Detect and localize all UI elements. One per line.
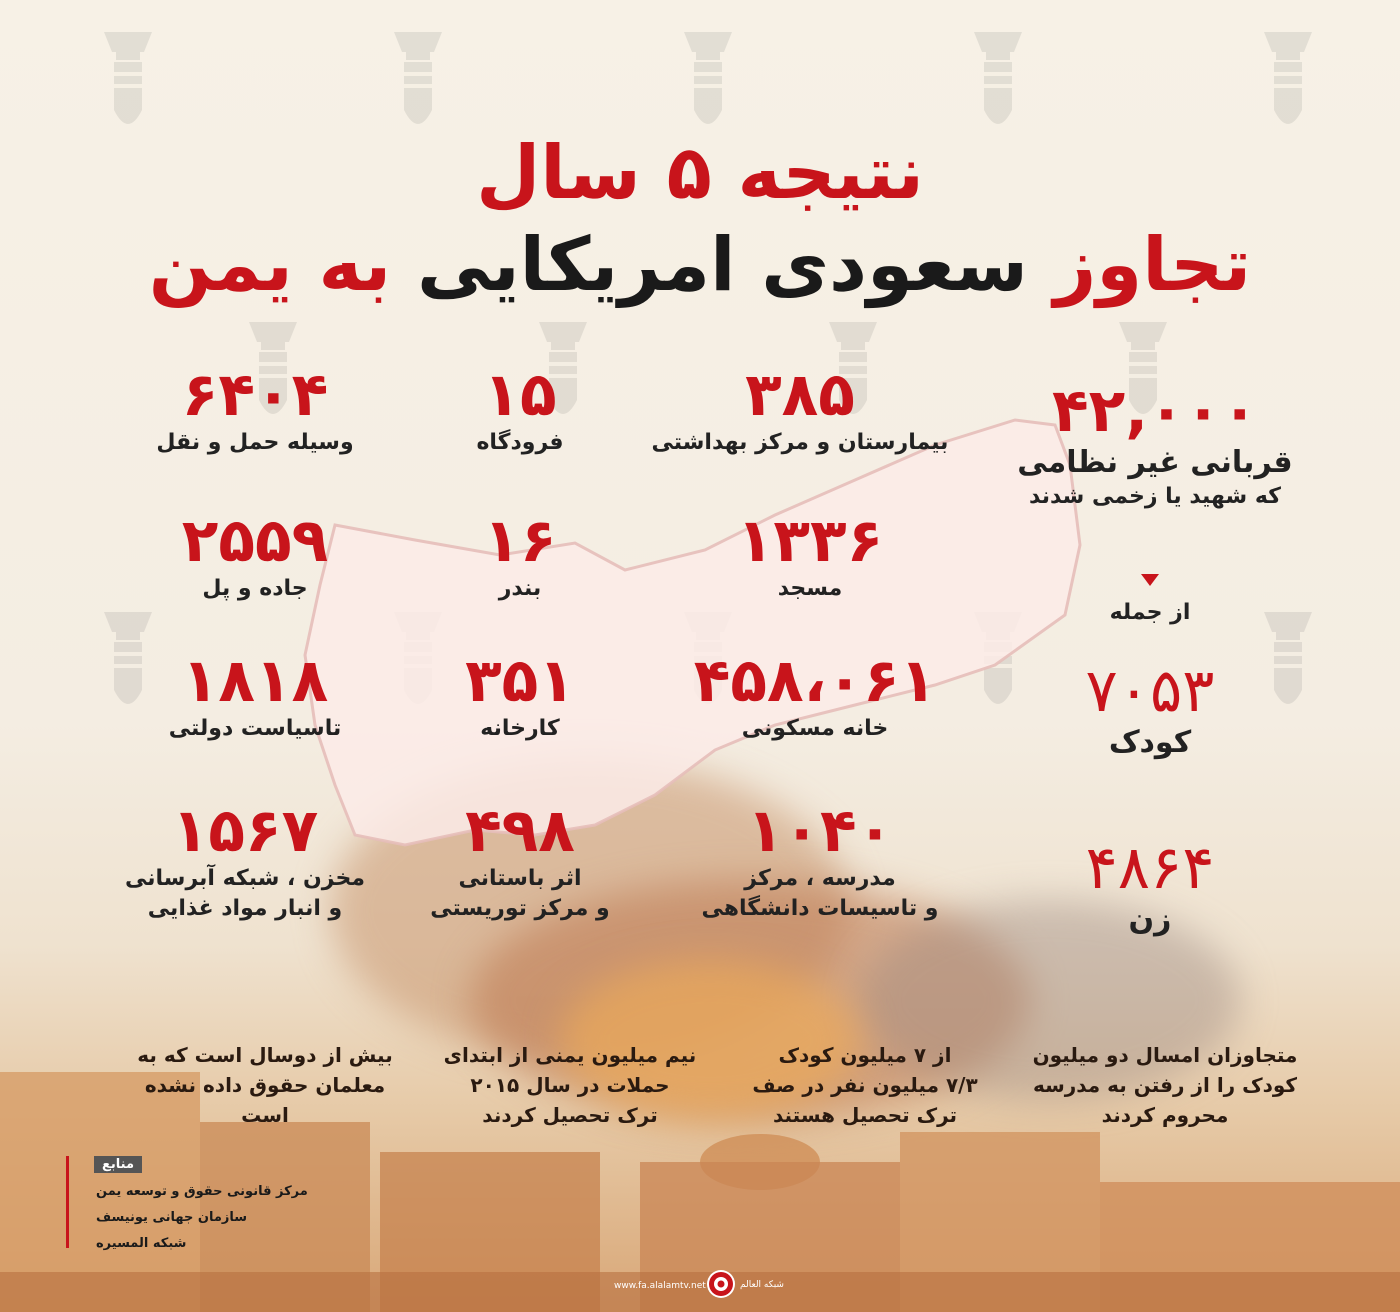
- stat-label: اثر باستانی و مرکز توریستی: [430, 866, 610, 921]
- footer-note: از ۷ میلیون کودک ۷/۳ میلیون نفر در صف ترک تحصیل هستند: [752, 1043, 978, 1127]
- stat-number: ۱۰۴۰: [746, 796, 894, 866]
- stat-homes: [660, 648, 970, 744]
- stat-label: وسیله حمل و نقل: [156, 430, 354, 455]
- brand-url: www.fa.alalamtv.net: [614, 1281, 706, 1291]
- source-item: سازمان جهانی یونیسف: [96, 1210, 248, 1225]
- bomb-icon: [970, 30, 1026, 140]
- stat-number: ۷۰۵۳: [1085, 656, 1215, 726]
- alalam-logo-icon: [707, 1270, 735, 1298]
- stat-number: ۳۸۵: [745, 360, 855, 430]
- sources-title: منابع: [94, 1156, 142, 1173]
- stat-label: تاسیاست دولتی: [168, 716, 342, 741]
- stat-number: ۱۵۶۷: [171, 796, 319, 866]
- stat-label: مدرسه ، مرکز و تاسیسات دانشگاهی: [701, 866, 939, 921]
- stat-water: [100, 798, 390, 924]
- stat-mosques: [660, 508, 960, 604]
- title-line-2: [0, 222, 1400, 308]
- including-marker: [1080, 574, 1220, 628]
- stat-label: زن: [1128, 902, 1172, 937]
- stat-heritage: [400, 798, 640, 924]
- stat-number: ۱۳۳۶: [736, 506, 884, 576]
- stat-label: خانه مسکونی: [741, 716, 889, 741]
- stat-label: کودک: [1108, 725, 1192, 760]
- title-yemen: به یمن: [148, 222, 392, 308]
- stat-label: قربانی غیر نظامی: [1017, 445, 1293, 480]
- stat-factories: [420, 648, 620, 744]
- stat-number: ۱۸۱۸: [181, 646, 329, 716]
- bomb-icon: [1260, 610, 1316, 720]
- stat-airports: [420, 362, 620, 458]
- stat-number: ۴۹۸: [465, 796, 575, 866]
- title-line-1: نتیجه ۵ سال: [476, 130, 924, 216]
- title-aggressors: سعودی امریکایی: [416, 222, 1028, 308]
- stat-label: مخزن ، شبکه آبرسانی و انبار مواد غذایی: [125, 866, 365, 921]
- brand-name: شبکه العالم: [740, 1280, 784, 1290]
- stat-number: ۳۵۱: [465, 646, 575, 716]
- stat-number: ۴۵۸،۰۶۱: [693, 646, 937, 716]
- children-casualties: [1040, 658, 1260, 762]
- stat-label: بیمارستان و مرکز بهداشتی: [651, 430, 949, 455]
- stat-label: فرودگاه: [476, 430, 564, 455]
- bomb-icon: [390, 30, 446, 140]
- stat-number: ۶۴۰۴: [181, 360, 329, 430]
- stat-label: جاده و پل: [202, 576, 308, 601]
- bomb-icon: [680, 30, 736, 140]
- stat-ports: [420, 508, 620, 604]
- stat-roads: [110, 508, 400, 604]
- stat-government: [110, 648, 400, 744]
- stat-label: بندر: [498, 576, 542, 601]
- stat-number: ۱۵: [483, 360, 557, 430]
- footer-note: نیم میلیون یمنی از ابتدای حملات در سال ۲۰۱۵ ترک تحصیل کردند: [443, 1043, 697, 1127]
- stat-label: مسجد: [777, 576, 843, 601]
- source-item: مرکز قانونی حقوق و توسعه یمن: [96, 1184, 308, 1199]
- bomb-icon: [100, 30, 156, 140]
- source-item: شبکه المسیره: [96, 1236, 187, 1251]
- women-casualties: [1040, 835, 1260, 939]
- stat-vehicles: [110, 362, 400, 458]
- stat-hospitals: [640, 362, 960, 458]
- down-triangle-icon: [1141, 574, 1159, 586]
- stat-number: ۱۶: [483, 506, 557, 576]
- title-aggression: تجاوز: [1053, 222, 1252, 308]
- bomb-icon: [1260, 30, 1316, 140]
- stat-schools: [680, 798, 960, 924]
- footer-note: متجاوزان امسال دو میلیون کودک را از رفتن به مدرسه محروم کردند: [1032, 1043, 1298, 1127]
- civilian-casualties: [1010, 378, 1300, 512]
- stat-label: کارخانه: [480, 716, 560, 741]
- stat-number: ۲۵۵۹: [181, 506, 329, 576]
- footer-note: بیش از دوسال است که به معلمان حقوق داده نشده است: [137, 1043, 393, 1127]
- including-label: از جمله: [1109, 600, 1191, 625]
- stat-number: ۴۸۶۴: [1085, 833, 1215, 903]
- stat-number: ۴۲,۰۰۰: [1052, 376, 1258, 446]
- stat-sublabel: که شهید یا زخمی شدند: [1029, 484, 1281, 509]
